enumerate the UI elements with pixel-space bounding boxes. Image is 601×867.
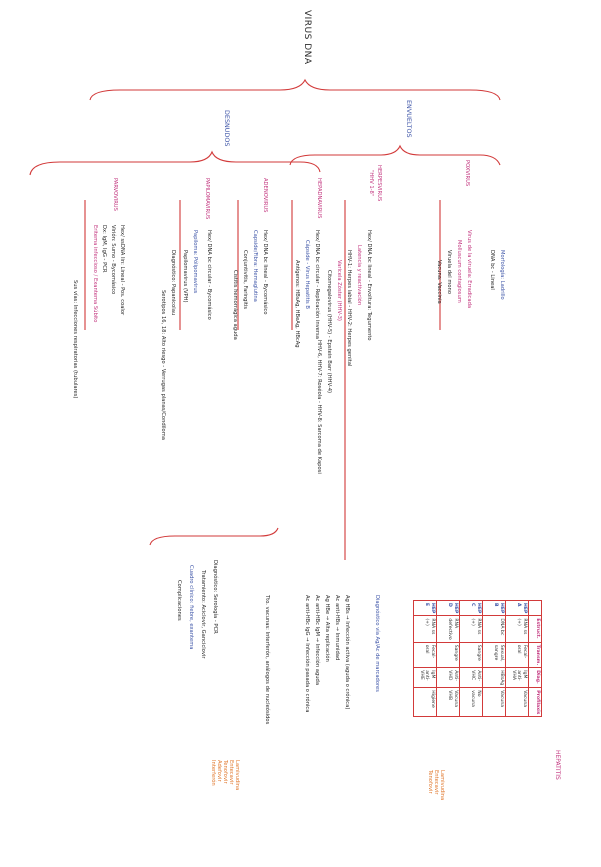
herpes-note-6: HHV-6, HHV-7: Roséola - HHV-8: Sarcoma de Kaposi xyxy=(316,340,322,474)
hepatitis-cell: Sexual, sangre xyxy=(482,642,505,668)
lower-bracket xyxy=(150,528,278,545)
parvo-note-3: Dx: IgM, IgG - PCR xyxy=(101,225,107,273)
hepatitis-block xyxy=(413,600,561,780)
hepatitis-cell: Higiene xyxy=(413,688,436,717)
orange-item-3: Tenofovir xyxy=(222,760,228,784)
lower-note-2: Tratamiento: Aciclovir, Ganciclovir xyxy=(200,570,206,659)
diag-note-7: Tto. vacunas: Interferón, análogos de nucleósidos xyxy=(264,595,270,725)
hepatitis-col-3: Diag. xyxy=(528,668,541,688)
parvo-note-2: Virión: Sumo - Bycomásico xyxy=(110,225,116,295)
hepatitis-header-row xyxy=(528,601,541,717)
orange-item-4: Adefovir xyxy=(216,760,222,782)
hepatitis-cell: Fecal-oral xyxy=(505,642,528,668)
hepatitis-title: HEPATITIS xyxy=(554,750,561,780)
orange-item-r1: Lamivudina xyxy=(439,770,445,801)
hepadnavirus-label: HEPADNAVIRUS xyxy=(316,178,322,219)
herpes-note-5: Citomegalovirus (HHV-5) - Epstein Barr (HHV-4) xyxy=(326,270,332,394)
hepatitis-row-label: HEP A xyxy=(505,601,528,616)
parvo-note-4: Eritema infeccioso / Exantema Súbito xyxy=(92,225,98,323)
adeno-note-2: Capside/Fibra: Hemaglutina xyxy=(252,230,258,302)
papiloma-note-1: Hex/ DNA bc circular - Bycomásico xyxy=(206,230,212,320)
hepatitis-cell: Sangre xyxy=(436,642,459,668)
adeno-note-1: Hex/ DNA bc lineal - Bycomásico xyxy=(262,230,268,315)
pox-note-4: Molluscum contagiosum xyxy=(456,240,462,303)
hepatitis-cell: RNA ss (+) xyxy=(505,616,528,642)
hepatitis-cell: Fecal-oral xyxy=(413,642,436,668)
orange-item-2: Entecavir xyxy=(228,760,234,785)
hepatitis-cell: Vacuna xyxy=(482,688,505,717)
herpes-note-2: Latencia y reactivación xyxy=(356,245,362,306)
hepadna-note-2: Cápside - Virus Hepatitis B xyxy=(304,240,310,309)
table-row xyxy=(459,601,482,717)
hepatitis-row-label: HEP C xyxy=(459,601,482,616)
page-title: VIRUS DNA xyxy=(302,10,312,65)
pox-note-5: Viruela del mono xyxy=(446,250,452,295)
hepatitis-row-label: HEP D xyxy=(436,601,459,616)
diag-note-5: Ac anti-HBc IgM → Infección aguda xyxy=(314,595,320,685)
envueltos-label: ENVUELTOS xyxy=(405,100,413,138)
hepatitis-row-label: HEP E xyxy=(413,601,436,616)
hepatitis-cell: Anti-VHD xyxy=(436,668,459,688)
hepatitis-col-4: Profilaxis xyxy=(528,688,541,717)
parvo-note-1: Hex/ ssDNA lin: Lineal - Pos. coalor xyxy=(119,225,125,316)
parvo-note-5: Sus vías: Infecciones respiratorias (tubulares) xyxy=(72,280,78,399)
hepatitis-cell: IgM anti-VHE xyxy=(413,668,436,688)
lower-note-1: Diagnóstico: Serología - PCR xyxy=(212,560,218,634)
pox-note-3: Virus de la viruela: Erradicada xyxy=(466,230,472,309)
hepatitis-col-0 xyxy=(528,601,541,616)
pox-note-1: Morfología: Ladrillo xyxy=(499,250,505,300)
hepatitis-cell: RNA defectivo xyxy=(436,616,459,642)
adenovirus-label: ADENOVIRUS xyxy=(262,178,268,213)
hepatitis-cell: Sangre xyxy=(459,642,482,668)
desnudos-bracket xyxy=(30,152,320,175)
papiloma-note-2: Papiloma: Pólipomavirus xyxy=(192,230,198,294)
herpesvirus-label: HERPESVIRUS xyxy=(376,165,382,202)
table-row xyxy=(505,601,528,717)
orange-item-r2: Entecavir xyxy=(433,770,439,795)
diag-note-4: Ag HBe → Alta replicación xyxy=(324,595,330,662)
papilomavirus-label: PAPILOMAVIRUS xyxy=(204,178,210,220)
herpes-note-3: HHV-1: Herpes labial - HHV-2: Herpes genital xyxy=(346,250,352,367)
hepatitis-cell: Vacuna VHB xyxy=(436,688,459,717)
pox-note-6: Vacuna: Vaccinia xyxy=(436,260,442,304)
herpesvirus-subtitle: "HHV 1-8" xyxy=(368,170,374,197)
orange-item-1: Lamivudina xyxy=(234,760,240,791)
hepatitis-col-1: Estruct. xyxy=(528,616,541,642)
pox-note-2: DNA bc - Lineal xyxy=(489,250,495,290)
papiloma-note-3: Papilomavirus (VPH) xyxy=(182,250,188,303)
hepatitis-cell: DNA bc xyxy=(482,616,505,642)
herpes-note-1: Hex/ DNA bc lineal - Envoltura: Tegumento xyxy=(366,230,372,341)
orange-item-5: Interferón xyxy=(210,760,216,786)
table-row xyxy=(436,601,459,717)
adeno-note-3: Conjuntivitis, Faringitis xyxy=(242,250,248,310)
hepadna-note-3: Antígenos: HBsAg, HBeAg, HBcAg xyxy=(294,260,300,348)
diag-note-3: Ac anti-HBs → Inmunidad xyxy=(334,595,340,661)
desnudos-label: DESNUDOS xyxy=(223,110,231,147)
hepatitis-cell: HBsAg xyxy=(482,668,505,688)
hepatitis-cell: Anti-VHC xyxy=(459,668,482,688)
lower-note-3: Cuadro clínico: fiebre, exantema xyxy=(188,565,194,650)
diag-note-1: Diagnóstico vía Ag/Ac de marcadores xyxy=(374,595,380,692)
hepatitis-col-2: Transm. xyxy=(528,642,541,668)
lower-note-4: Complicaciones xyxy=(176,580,182,621)
hepatitis-table xyxy=(413,600,542,717)
poxvirus-label: POXVIRUS xyxy=(464,160,470,187)
hepatitis-cell: Vacuna xyxy=(505,688,528,717)
adeno-note-4: Cistitis hemorrágica aguda xyxy=(232,270,238,340)
hepatitis-row-label: HEP B xyxy=(482,601,505,616)
papiloma-note-5: Serotipos 16, 18: Alto riesgo - Verrugas planas/Condiloma xyxy=(160,290,166,440)
diag-note-2: Ag HBs → Infección activa (aguda o crónica) xyxy=(344,595,350,710)
diag-note-6: Ac anti-HBc IgG → Infección pasada o crónica xyxy=(304,595,310,713)
herpes-note-4: Varicela Zóster (HHV-3) xyxy=(336,260,342,321)
hepatitis-cell: IgM anti-VHA xyxy=(505,668,528,688)
table-row xyxy=(482,601,505,717)
papiloma-note-4: Diagnóstico: Papanicolau xyxy=(170,250,176,316)
orange-item-r3: Tenofovir xyxy=(427,770,433,794)
top-bracket xyxy=(90,80,500,100)
hepatitis-cell: RNA ss (+) xyxy=(413,616,436,642)
hepatitis-cell: No vacuna xyxy=(459,688,482,717)
hepadna-note-1: Hex/ DNA bc circular - Replicación inversa xyxy=(314,230,320,339)
parvovirus-label: PARVOVIRUS xyxy=(112,178,118,211)
table-row xyxy=(413,601,436,717)
hepatitis-cell: RNA ss (+) xyxy=(459,616,482,642)
